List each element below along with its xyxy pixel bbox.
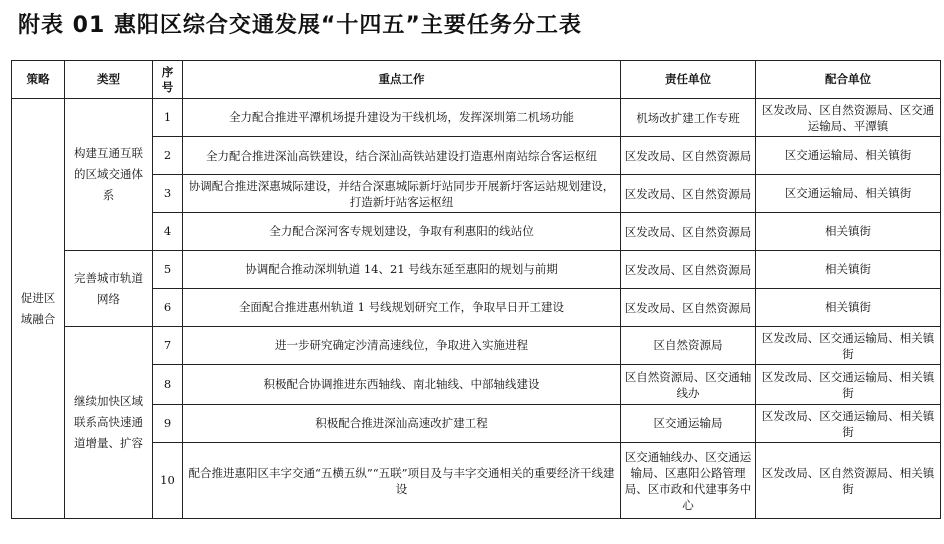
work-cell: 配合推进惠阳区丰字交通“五横五纵”“五联”项目及与丰字交通相关的重要经济干线建设	[183, 443, 621, 519]
seq-cell: 1	[153, 99, 183, 137]
coop-cell: 相关镇街	[756, 251, 941, 289]
seq-cell: 2	[153, 137, 183, 175]
header-type: 类型	[65, 61, 153, 99]
resp-cell: 区发改局、区自然资源局	[621, 289, 756, 327]
seq-cell: 9	[153, 405, 183, 443]
resp-cell: 区发改局、区自然资源局	[621, 251, 756, 289]
resp-cell: 区交通轴线办、区交通运输局、区惠阳公路管理局、区市政和代建事务中心	[621, 443, 756, 519]
resp-cell: 区自然资源局	[621, 327, 756, 365]
coop-cell: 区发改局、区自然资源局、区交通运输局、平潭镇	[756, 99, 941, 137]
coop-cell: 区交通运输局、相关镇街	[756, 175, 941, 213]
work-cell: 全面配合推进惠州轨道 1 号线规划研究工作，争取早日开工建设	[183, 289, 621, 327]
resp-cell: 区发改局、区自然资源局	[621, 175, 756, 213]
type-text-3: 继续加快区域联系高快速通道增量、扩容	[74, 394, 143, 450]
coop-cell: 相关镇街	[756, 213, 941, 251]
strategy-cell	[12, 99, 65, 519]
seq-cell: 5	[153, 251, 183, 289]
table-row	[12, 251, 941, 289]
coop-cell: 区交通运输局、相关镇街	[756, 137, 941, 175]
header-resp: 责任单位	[621, 61, 756, 99]
header-coop: 配合单位	[756, 61, 941, 99]
resp-cell: 区发改局、区自然资源局	[621, 213, 756, 251]
resp-cell: 区自然资源局、区交通轴线办	[621, 365, 756, 405]
seq-cell: 4	[153, 213, 183, 251]
coop-cell: 区发改局、区交通运输局、相关镇街	[756, 327, 941, 365]
seq-cell: 3	[153, 175, 183, 213]
seq-cell: 8	[153, 365, 183, 405]
seq-cell: 6	[153, 289, 183, 327]
work-cell: 积极配合协调推进东西轴线、南北轴线、中部轴线建设	[183, 365, 621, 405]
work-cell: 全力配合深河客专规划建设，争取有利惠阳的线站位	[183, 213, 621, 251]
type-text-1: 构建互通互联的区域交通体系	[74, 146, 143, 202]
type-cell-2	[65, 251, 153, 327]
work-cell: 进一步研究确定沙清高速线位，争取进入实施进程	[183, 327, 621, 365]
coop-cell: 区发改局、区自然资源局、相关镇街	[756, 443, 941, 519]
type-cell-3	[65, 327, 153, 519]
work-cell: 全力配合推进深汕高铁建设，结合深汕高铁站建设打造惠州南站综合客运枢纽	[183, 137, 621, 175]
work-cell: 协调配合推进深惠城际建设，并结合深惠城际新圩站同步开展新圩客运站规划建设，打造新圩站客运枢纽	[183, 175, 621, 213]
strategy-text: 促进区域融合	[20, 290, 56, 326]
coop-cell: 区发改局、区交通运输局、相关镇街	[756, 365, 941, 405]
seq-cell: 7	[153, 327, 183, 365]
work-cell: 积极配合推进深汕高速改扩建工程	[183, 405, 621, 443]
task-table	[11, 60, 941, 519]
type-text-2: 完善城市轨道网络	[74, 270, 143, 306]
work-cell: 全力配合推进平潭机场提升建设为干线机场，发挥深圳第二机场功能	[183, 99, 621, 137]
resp-cell: 区交通运输局	[621, 405, 756, 443]
coop-cell: 相关镇街	[756, 289, 941, 327]
coop-cell: 区发改局、区交通运输局、相关镇街	[756, 405, 941, 443]
type-cell-1	[65, 99, 153, 251]
page-title: 附表 01 惠阳区综合交通发展“十四五”主要任务分工表	[18, 13, 582, 38]
header-strategy: 策略	[12, 61, 65, 99]
resp-cell: 区发改局、区自然资源局	[621, 137, 756, 175]
header-seq-text: 序号	[161, 64, 174, 94]
table-row	[12, 327, 941, 365]
header-seq	[153, 61, 183, 99]
work-cell: 协调配合推动深圳轨道 14、21 号线东延至惠阳的规划与前期	[183, 251, 621, 289]
resp-cell: 机场改扩建工作专班	[621, 99, 756, 137]
header-row	[12, 61, 941, 99]
header-work: 重点工作	[183, 61, 621, 99]
seq-cell: 10	[153, 443, 183, 519]
table-row	[12, 99, 941, 137]
